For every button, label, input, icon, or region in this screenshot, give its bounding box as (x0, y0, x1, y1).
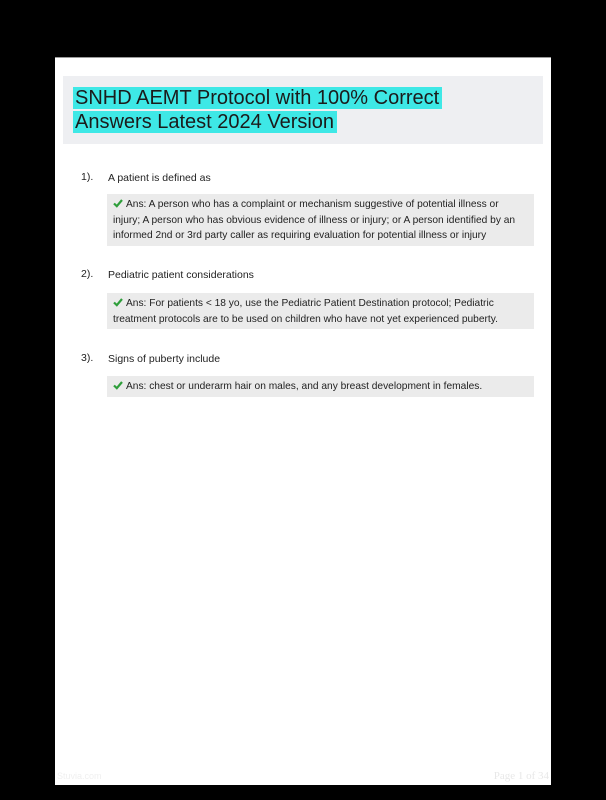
answer-box (107, 376, 534, 397)
checkmark-icon (113, 380, 123, 390)
page-number: Page 1 of 34 (493, 770, 549, 782)
question-number: 3). (81, 352, 94, 364)
footer-watermark: Stuvia.com (57, 771, 102, 781)
answer-text: Ans: chest or underarm hair on males, and any breast development in females. (126, 381, 483, 392)
title-line-1: SNHD AEMT Protocol with 100% Correct (73, 87, 442, 109)
question-text: Pediatric patient considerations (108, 269, 254, 281)
answer-text: Ans: For patients < 18 yo, use the Pediatric Patient Destination protocol; Pediatric treatment protocols are to be used on children who have not yet experienced puberty. (113, 298, 498, 325)
answer-text: Ans: A person who has a complaint or mechanism suggestive of potential illness or injury; A person who has obvious evidence of illness or injury; or A person identified by an informed 2nd or 3rd party caller as requiring evaluation for potential illness or injury (113, 199, 516, 241)
question-text: Signs of puberty include (108, 353, 221, 365)
checkmark-icon (113, 198, 123, 208)
title-line-2: Answers Latest 2024 Version (73, 111, 337, 133)
answer-box (107, 194, 534, 246)
question-number: 1). (81, 171, 94, 183)
title-banner (63, 76, 543, 144)
question-number: 2). (81, 268, 94, 280)
answer-box (107, 293, 534, 329)
page-title (73, 86, 493, 134)
question-text: A patient is defined as (108, 172, 211, 184)
document-page (55, 57, 551, 785)
checkmark-icon (113, 297, 123, 307)
